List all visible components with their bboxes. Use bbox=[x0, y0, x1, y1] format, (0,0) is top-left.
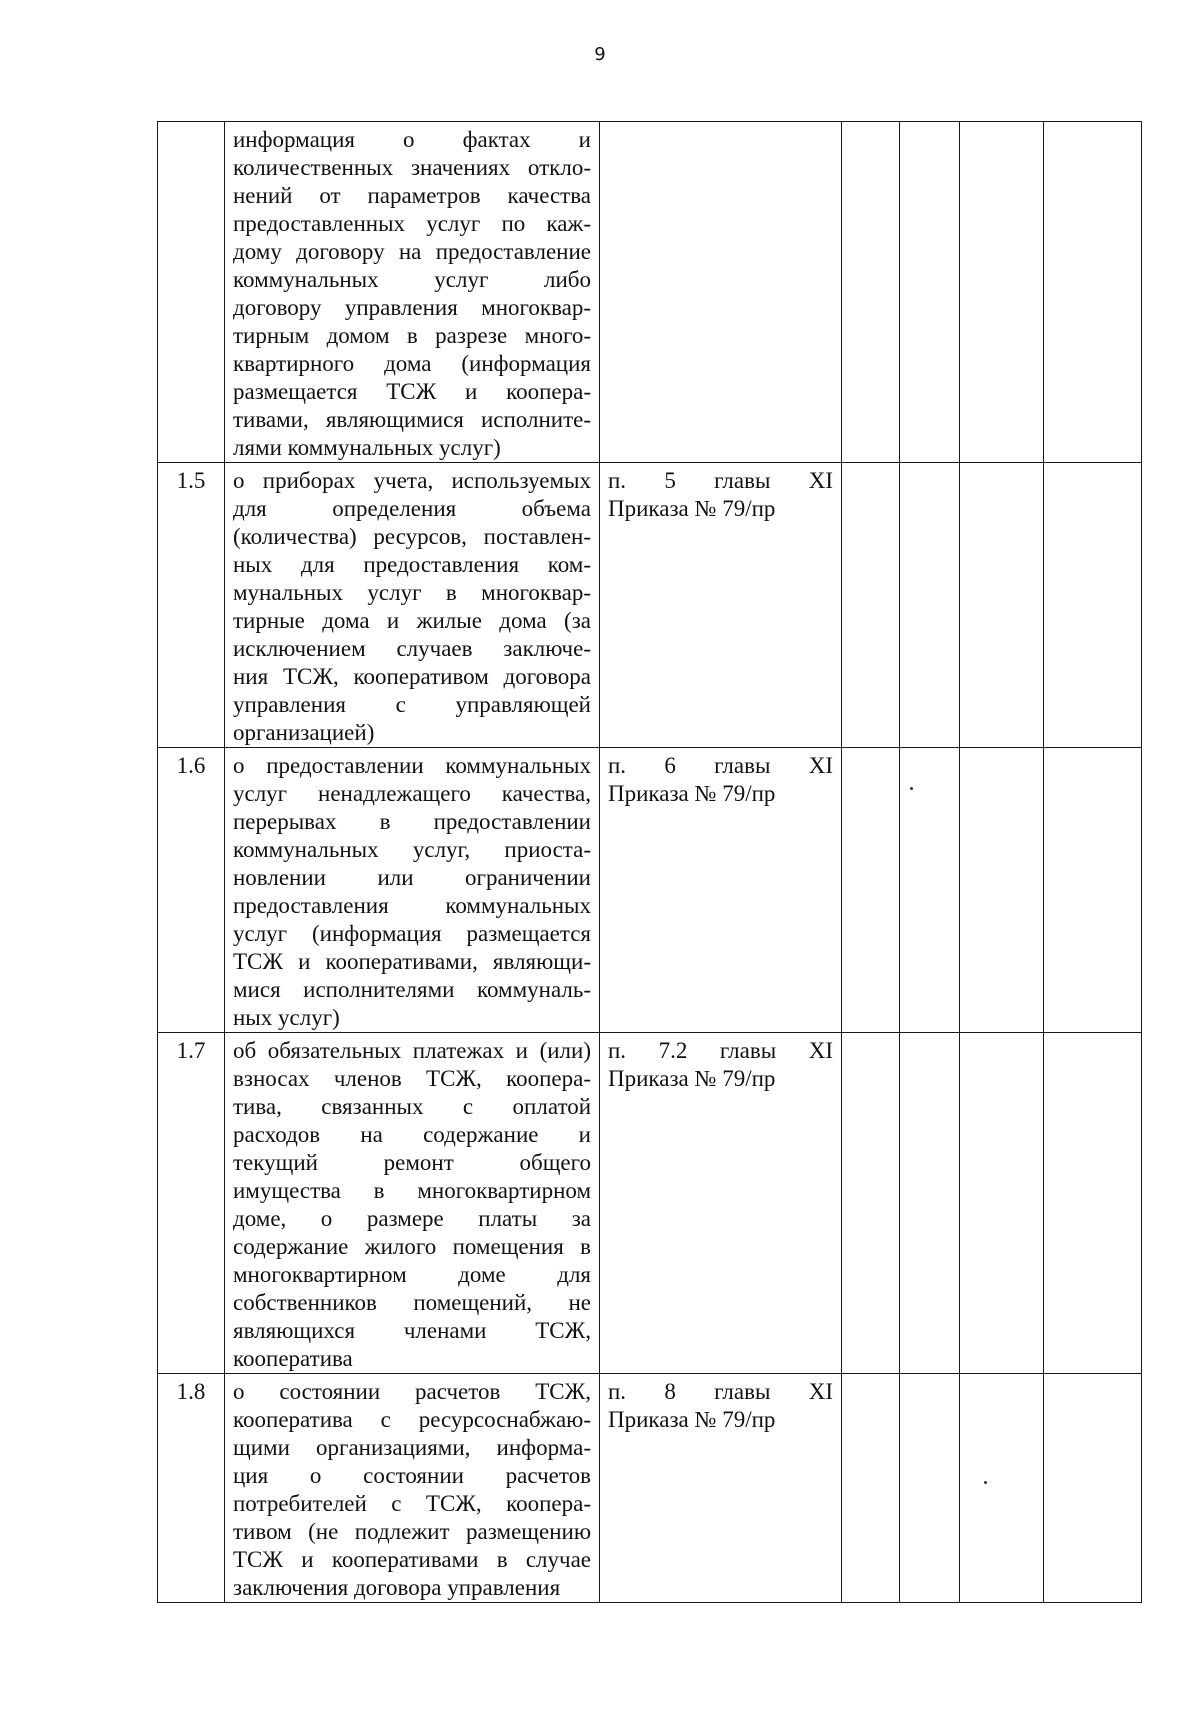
reference-roman: XI bbox=[808, 1038, 833, 1063]
reference-p: п. bbox=[608, 1379, 627, 1404]
row-number-cell bbox=[158, 748, 225, 1033]
description-line: коммунальных услуг, приоста- bbox=[233, 837, 591, 862]
description-cell bbox=[225, 1033, 600, 1374]
reference-clause bbox=[608, 467, 833, 495]
row-number-cell bbox=[158, 122, 225, 463]
row-number-cell bbox=[158, 1374, 225, 1603]
description-line: мунальных услуг в многоквар- bbox=[233, 580, 591, 605]
description-line: многоквартирном доме для bbox=[233, 1262, 591, 1287]
description-line: тирные дома и жилые дома (за bbox=[233, 608, 591, 633]
empty-cell bbox=[842, 1374, 900, 1603]
reference-cell bbox=[600, 463, 842, 748]
reference-cell bbox=[600, 1374, 842, 1603]
empty-cell bbox=[900, 1033, 960, 1374]
table-body bbox=[158, 122, 1142, 1603]
reference-roman: XI bbox=[808, 1379, 833, 1404]
description-line: информация о фактах и bbox=[233, 127, 591, 152]
reference-clause bbox=[608, 752, 833, 780]
reference-cell bbox=[600, 748, 842, 1033]
description-line: нений от параметров качества bbox=[233, 183, 591, 208]
row-number-cell bbox=[158, 463, 225, 748]
reference-chapter: главы bbox=[714, 468, 771, 493]
reference-p: п. bbox=[608, 468, 627, 493]
description-line: тирным домом в разрезе много- bbox=[233, 323, 591, 348]
reference-num: 6 bbox=[664, 753, 676, 778]
description-line: имущества в многоквартирном bbox=[233, 1178, 591, 1203]
description-line: об обязательных платежах и (или) bbox=[233, 1038, 591, 1063]
scan-speck bbox=[984, 1481, 987, 1484]
requirements-table bbox=[157, 121, 1142, 1603]
description-line: услуг (информация размещается bbox=[233, 921, 591, 946]
reference-order: Приказа № 79/пр bbox=[608, 1407, 776, 1432]
description-line: размещается ТСЖ и коопера- bbox=[233, 379, 591, 404]
description-line: организацией) bbox=[233, 720, 375, 745]
table-row bbox=[158, 1374, 1142, 1603]
reference-chapter: главы bbox=[714, 1379, 771, 1404]
description-line: потребителей с ТСЖ, коопера- bbox=[233, 1491, 591, 1516]
empty-cell bbox=[900, 1374, 960, 1603]
description-line: кооператива bbox=[233, 1346, 353, 1371]
description-line: кооператива с ресурсоснабжаю- bbox=[233, 1407, 591, 1432]
empty-cell bbox=[1044, 463, 1142, 748]
description-line: лями коммунальных услуг) bbox=[233, 435, 501, 460]
description-line: (количества) ресурсов, поставлен- bbox=[233, 524, 591, 549]
description-line: ТСЖ и кооперативами в случае bbox=[233, 1547, 591, 1572]
reference-order: Приказа № 79/пр bbox=[608, 781, 776, 806]
reference-num: 5 bbox=[664, 468, 676, 493]
description-line: исключением случаев заключе- bbox=[233, 636, 591, 661]
empty-cell bbox=[1044, 1374, 1142, 1603]
reference-p: п. bbox=[608, 753, 627, 778]
reference-cell bbox=[600, 1033, 842, 1374]
row-number: 1.5 bbox=[176, 468, 206, 493]
reference-clause bbox=[608, 1378, 833, 1406]
description-line: ных услуг) bbox=[233, 1005, 340, 1030]
reference-roman: XI bbox=[808, 468, 833, 493]
description-line: ТСЖ и кооперативами, являющи- bbox=[233, 949, 591, 974]
table-row bbox=[158, 122, 1142, 463]
reference-cell bbox=[600, 122, 842, 463]
empty-cell bbox=[842, 122, 900, 463]
description-line: текущий ремонт общего bbox=[233, 1150, 591, 1175]
reference-num: 7.2 bbox=[658, 1038, 688, 1063]
description-line: мися исполнителями коммуналь- bbox=[233, 977, 591, 1002]
description-line: квартирного дома (информация bbox=[233, 351, 591, 376]
page-number: 9 bbox=[594, 44, 606, 65]
description-line: управления с управляющей bbox=[233, 692, 591, 717]
table-row bbox=[158, 748, 1142, 1033]
row-number-cell bbox=[158, 1033, 225, 1374]
description-line: ния ТСЖ, кооперативом договора bbox=[233, 664, 591, 689]
reference-clause bbox=[608, 1037, 833, 1065]
reference-chapter: главы bbox=[719, 1038, 777, 1063]
description-line: взносах членов ТСЖ, коопера- bbox=[233, 1066, 591, 1091]
description-line: о приборах учета, используемых bbox=[233, 468, 591, 493]
reference-order: Приказа № 79/пр bbox=[608, 1066, 776, 1091]
description-line: тива, связанных с оплатой bbox=[233, 1094, 591, 1119]
description-line: ных для предоставления ком- bbox=[233, 552, 591, 577]
description-line: количественных значениях откло- bbox=[233, 155, 591, 180]
empty-cell bbox=[900, 463, 960, 748]
description-line: щими организациями, информа- bbox=[233, 1435, 591, 1460]
description-line: перерывах в предоставлении bbox=[233, 809, 591, 834]
reference-order: Приказа № 79/пр bbox=[608, 496, 776, 521]
description-line: являющихся членами ТСЖ, bbox=[233, 1318, 591, 1343]
empty-cell bbox=[842, 748, 900, 1033]
description-line: для определения объема bbox=[233, 496, 591, 521]
empty-cell bbox=[960, 748, 1044, 1033]
empty-cell bbox=[842, 463, 900, 748]
reference-chapter: главы bbox=[714, 753, 771, 778]
description-line: заключения договора управления bbox=[233, 1575, 561, 1600]
description-line: расходов на содержание и bbox=[233, 1122, 591, 1147]
empty-cell bbox=[1044, 122, 1142, 463]
description-line: собственников помещений, не bbox=[233, 1290, 591, 1315]
row-number: 1.7 bbox=[176, 1038, 206, 1063]
table-row bbox=[158, 1033, 1142, 1374]
description-cell bbox=[225, 463, 600, 748]
empty-cell bbox=[900, 748, 960, 1033]
description-line: коммунальных услуг либо bbox=[233, 267, 591, 292]
empty-cell bbox=[960, 1374, 1044, 1603]
description-line: тивом (не подлежит размещению bbox=[233, 1519, 591, 1544]
reference-num: 8 bbox=[664, 1379, 676, 1404]
description-line: доме, о размере платы за bbox=[233, 1206, 591, 1231]
empty-cell bbox=[960, 1033, 1044, 1374]
description-line: о состоянии расчетов ТСЖ, bbox=[233, 1379, 591, 1404]
description-line: о предоставлении коммунальных bbox=[233, 753, 591, 778]
description-line: содержание жилого помещения в bbox=[233, 1234, 591, 1259]
empty-cell bbox=[1044, 1033, 1142, 1374]
description-line: договору управления многоквар- bbox=[233, 295, 591, 320]
description-line: предоставления коммунальных bbox=[233, 893, 591, 918]
description-line: тивами, являющимися исполните- bbox=[233, 407, 591, 432]
description-cell bbox=[225, 1374, 600, 1603]
scan-speck bbox=[910, 787, 913, 790]
row-number: 1.6 bbox=[176, 753, 206, 778]
description-line: услуг ненадлежащего качества, bbox=[233, 781, 591, 806]
description-cell bbox=[225, 122, 600, 463]
description-line: ция о состоянии расчетов bbox=[233, 1463, 591, 1488]
description-line: предоставленных услуг по каж- bbox=[233, 211, 591, 236]
table-row bbox=[158, 463, 1142, 748]
description-line: новлении или ограничении bbox=[233, 865, 591, 890]
empty-cell bbox=[900, 122, 960, 463]
empty-cell bbox=[960, 122, 1044, 463]
reference-roman: XI bbox=[808, 753, 833, 778]
reference-p: п. bbox=[608, 1038, 627, 1063]
empty-cell bbox=[842, 1033, 900, 1374]
empty-cell bbox=[1044, 748, 1142, 1033]
empty-cell bbox=[960, 463, 1044, 748]
description-line: дому договору на предоставление bbox=[233, 239, 591, 264]
description-cell bbox=[225, 748, 600, 1033]
row-number: 1.8 bbox=[176, 1379, 206, 1404]
